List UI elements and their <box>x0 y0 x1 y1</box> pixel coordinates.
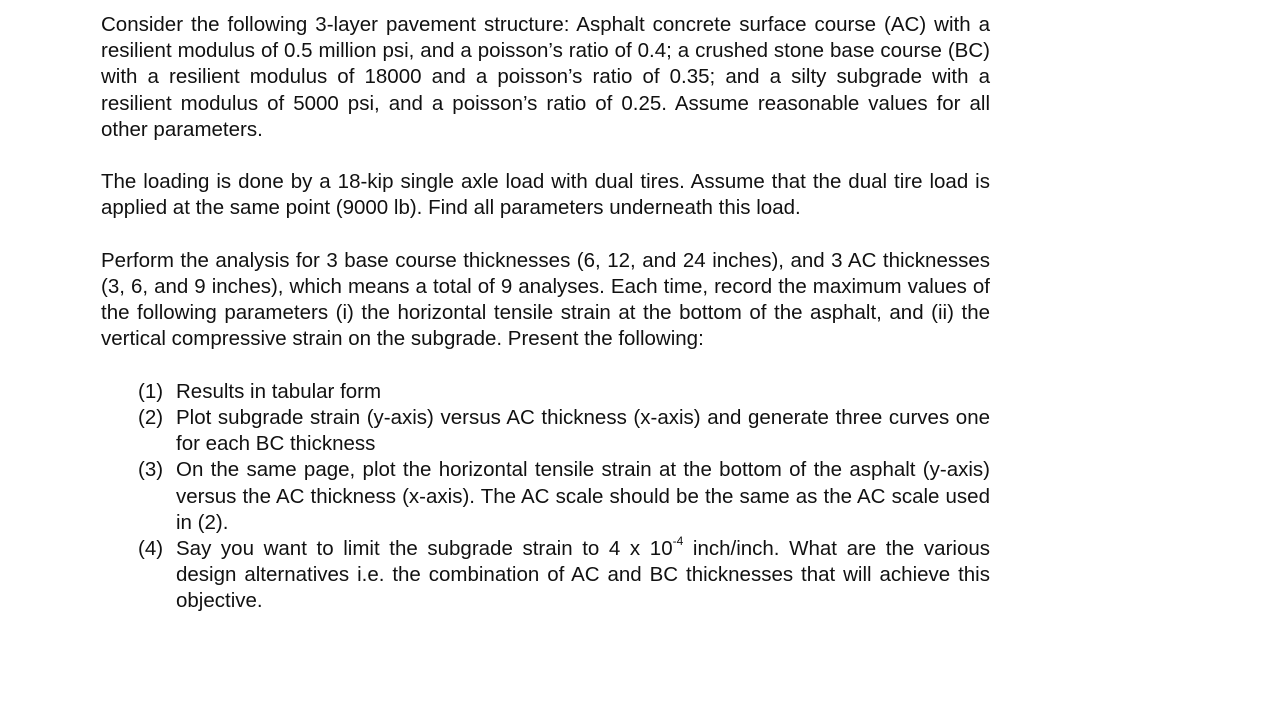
list-item-text: Plot subgrade strain (y-axis) versus AC thickness (x-axis) and generate three curves one for each BC thickness <box>176 406 990 456</box>
paragraph-pavement-structure: Consider the following 3-layer pavement structure: Asphalt concrete surface course (AC) with a resilient modulus of 0.5 million psi, and a poisson’s ratio of 0.4; a crushed stone base course (BC) with a resilient modulus of 18000 and a poisson’s ratio of 0.35; and a silty subgrade with a resilient modulus of 5000 psi, and a poisson’s ratio of 0.25. Assume reasonable values for all other parameters. <box>101 13 990 141</box>
list-item-number: (4) <box>138 537 164 561</box>
exponent: -4 <box>672 534 684 549</box>
list-item-text-after: inch/inch. What are the various design alternatives i.e. the combination of AC and BC thicknesses that will achieve this objective. <box>176 537 991 613</box>
list-item-number: (3) <box>138 458 164 482</box>
list-item <box>138 405 990 457</box>
list-item-text-before: Say you want to limit the subgrade strain to 4 x 10 <box>176 537 673 561</box>
list-item <box>138 457 990 536</box>
paragraph-loading: The loading is done by a 18-kip single axle load with dual tires. Assume that the dual tire load is applied at the same point (9000 lb). Find all parameters underneath this load. <box>101 170 990 220</box>
list-item-text: Results in tabular form <box>176 379 382 403</box>
list-item <box>138 534 991 615</box>
list-item-number: (2) <box>138 406 164 429</box>
list-item-text: On the same page, plot the horizontal tensile strain at the bottom of the asphalt (y-axis) versus the AC thickness (x-axis). The AC scale should be the same as the AC scale used in (2). <box>176 458 990 534</box>
list-item-number: (1) <box>138 379 164 403</box>
list-item <box>138 379 990 405</box>
document-page <box>101 12 990 615</box>
paragraph-analysis: Perform the analysis for 3 base course thicknesses (6, 12, and 24 inches), and 3 AC thicknesses (3, 6, and 9 inches), which means a total of 9 analyses. Each time, record the maximum values of the following parameters (i) the horizontal tensile strain at the bottom of the asphalt, and (ii) the vertical compressive strain on the subgrade. Present the following: <box>101 248 990 351</box>
deliverables-list <box>101 379 990 615</box>
